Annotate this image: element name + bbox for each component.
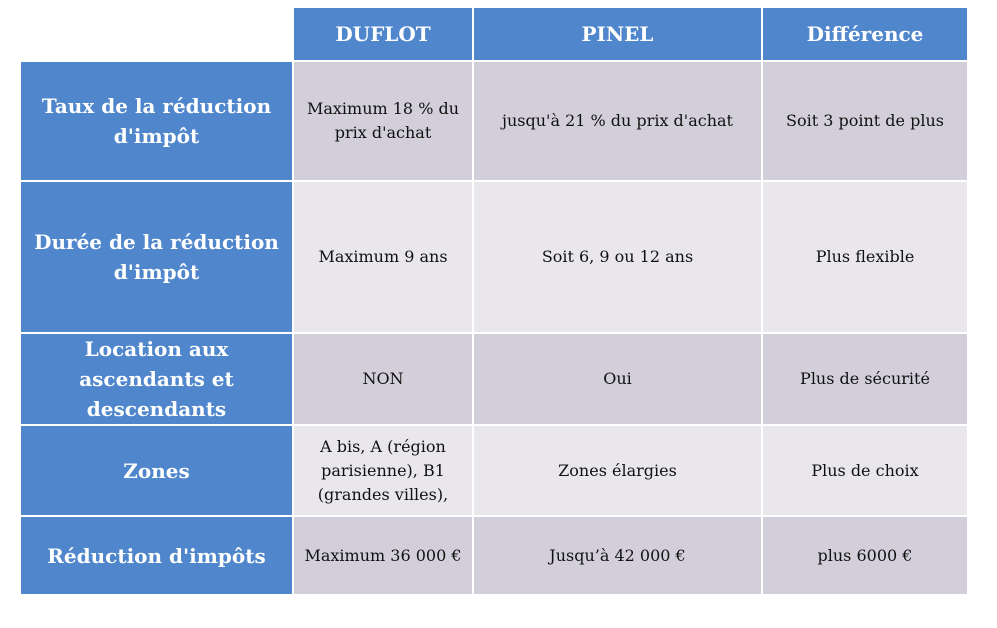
column-header-difference: Différence <box>763 8 967 60</box>
table-row <box>21 517 967 594</box>
corner-cell <box>21 8 292 60</box>
table-row <box>21 62 967 180</box>
row-header: Taux de la réduction d'impôt <box>21 62 292 180</box>
header-row <box>21 8 967 60</box>
difference-cell: Plus flexible <box>763 182 967 332</box>
duflot-cell: Maximum 36 000 € <box>294 517 472 594</box>
difference-cell: plus 6000 € <box>763 517 967 594</box>
pinel-cell: Oui <box>474 334 761 424</box>
row-header: Réduction d'impôts <box>21 517 292 594</box>
duflot-cell: Maximum 9 ans <box>294 182 472 332</box>
row-header: Durée de la réduction d'impôt <box>21 182 292 332</box>
comparison-table <box>19 6 969 596</box>
column-header-pinel: PINEL <box>474 8 761 60</box>
row-header: Location aux ascendants et descendants <box>21 334 292 424</box>
pinel-cell: Zones élargies <box>474 426 761 515</box>
difference-cell: Soit 3 point de plus <box>763 62 967 180</box>
row-header: Zones <box>21 426 292 515</box>
duflot-cell: NON <box>294 334 472 424</box>
difference-cell: Plus de choix <box>763 426 967 515</box>
table-row <box>21 426 967 515</box>
table-row <box>21 334 967 424</box>
pinel-cell: Soit 6, 9 ou 12 ans <box>474 182 761 332</box>
pinel-cell: jusqu'à 21 % du prix d'achat <box>474 62 761 180</box>
duflot-cell: Maximum 18 % du prix d'achat <box>294 62 472 180</box>
column-header-duflot: DUFLOT <box>294 8 472 60</box>
difference-cell: Plus de sécurité <box>763 334 967 424</box>
pinel-cell: Jusqu’à 42 000 € <box>474 517 761 594</box>
table-row <box>21 182 967 332</box>
duflot-cell: A bis, A (région parisienne), B1 (grandes villes), <box>294 426 472 515</box>
